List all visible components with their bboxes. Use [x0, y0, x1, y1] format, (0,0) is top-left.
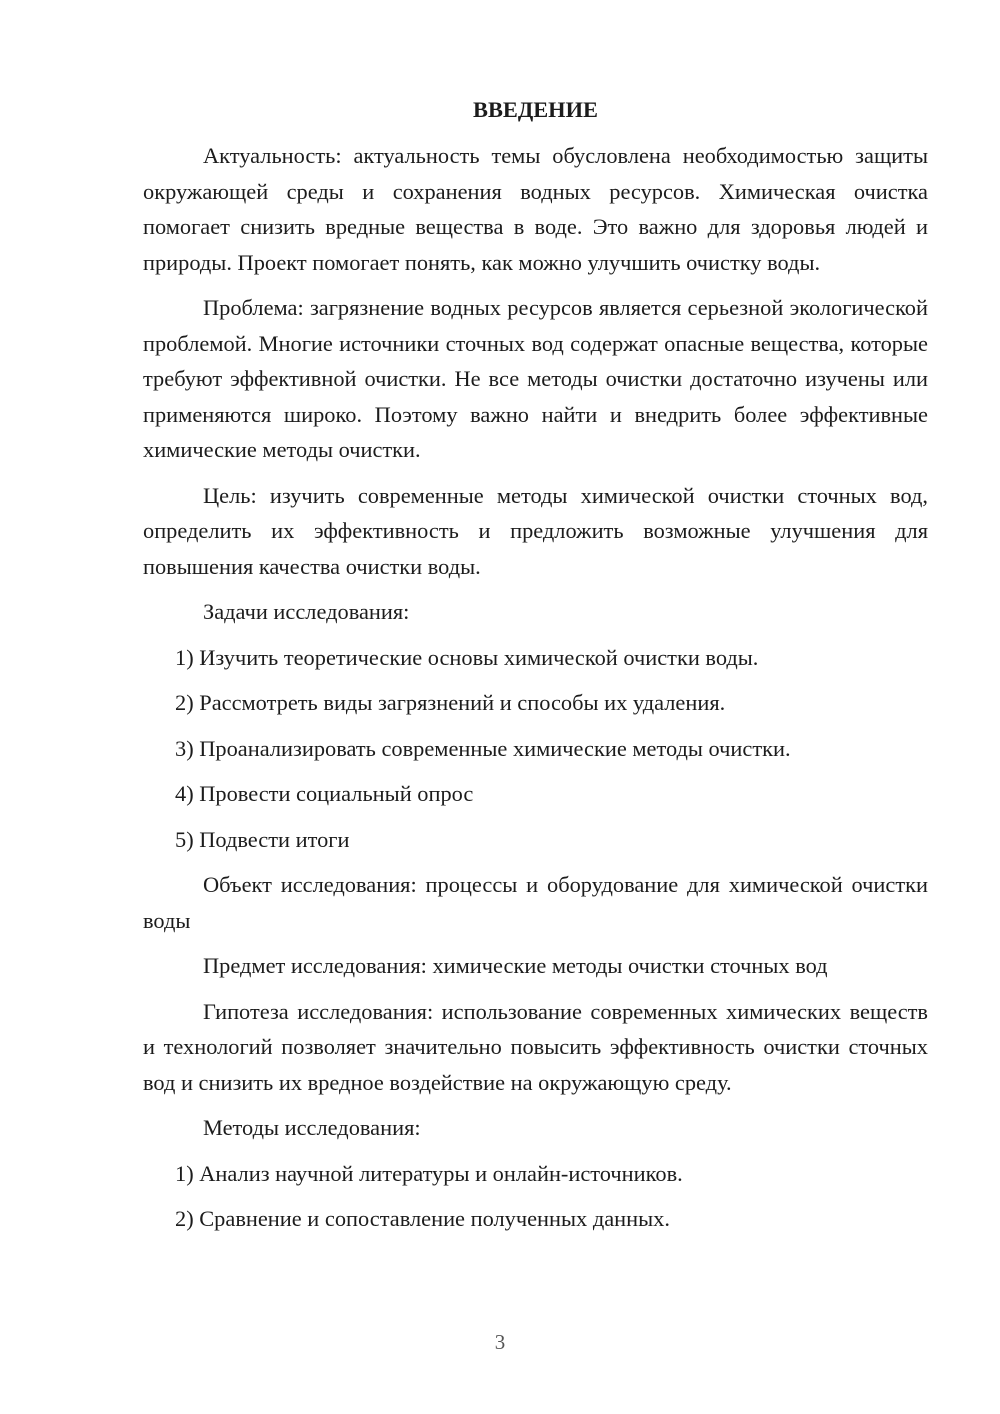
- problem-paragraph: Проблема: загрязнение водных ресурсов является серьезной экологической проблемой. Многие источники сточных вод содержат опасные вещества, которые требуют эффективной очистки. Не все методы очистки достаточно изучены или применяются широко. Поэтому важно найти и внедрить более эффективные химические методы очистки.: [143, 295, 928, 462]
- list-item: 2) Рассмотреть виды загрязнений и способы их удаления.: [175, 690, 726, 715]
- relevance-paragraph: Актуальность: актуальность темы обусловлена необходимостью защиты окружающей среды и сохранения водных ресурсов. Химическая очистка помогает снизить вредные вещества в воде. Это важно для здоровья людей и природы. Проект помогает понять, как можно улучшить очистку воды.: [143, 143, 928, 275]
- page-number: 3: [494, 1330, 506, 1354]
- methods-list: [143, 1156, 928, 1237]
- object-paragraph: Объект исследования: процессы и оборудование для химической очистки воды: [143, 872, 928, 933]
- subject-paragraph: Предмет исследования: химические методы очистки сточных вод: [203, 953, 828, 978]
- list-item: 4) Провести социальный опрос: [175, 781, 474, 806]
- document-page: [143, 90, 928, 1247]
- list-item: 5) Подвести итоги: [175, 826, 350, 852]
- list-item: 3) Проанализировать современные химические методы очистки.: [175, 735, 791, 761]
- methods-heading: Методы исследования:: [203, 1115, 421, 1140]
- list-item: 2) Сравнение и сопоставление полученных данных.: [175, 1206, 670, 1231]
- tasks-heading: Задачи исследования:: [203, 599, 410, 624]
- section-title: ВВЕДЕНИЕ: [473, 97, 598, 122]
- list-item: 1) Изучить теоретические основы химической очистки воды.: [175, 644, 759, 670]
- tasks-list: [143, 640, 928, 858]
- list-item: 1) Анализ научной литературы и онлайн-источников.: [175, 1160, 683, 1186]
- hypothesis-paragraph: Гипотеза исследования: использование современных химических веществ и технологий позволяет значительно повысить эффективность очистки сточных вод и снизить их вредное воздействие на окружающую среду.: [143, 998, 928, 1095]
- goal-paragraph: Цель: изучить современные методы химической очистки сточных вод, определить их эффективность и предложить возможные улучшения для повышения качества очистки воды.: [143, 482, 928, 579]
